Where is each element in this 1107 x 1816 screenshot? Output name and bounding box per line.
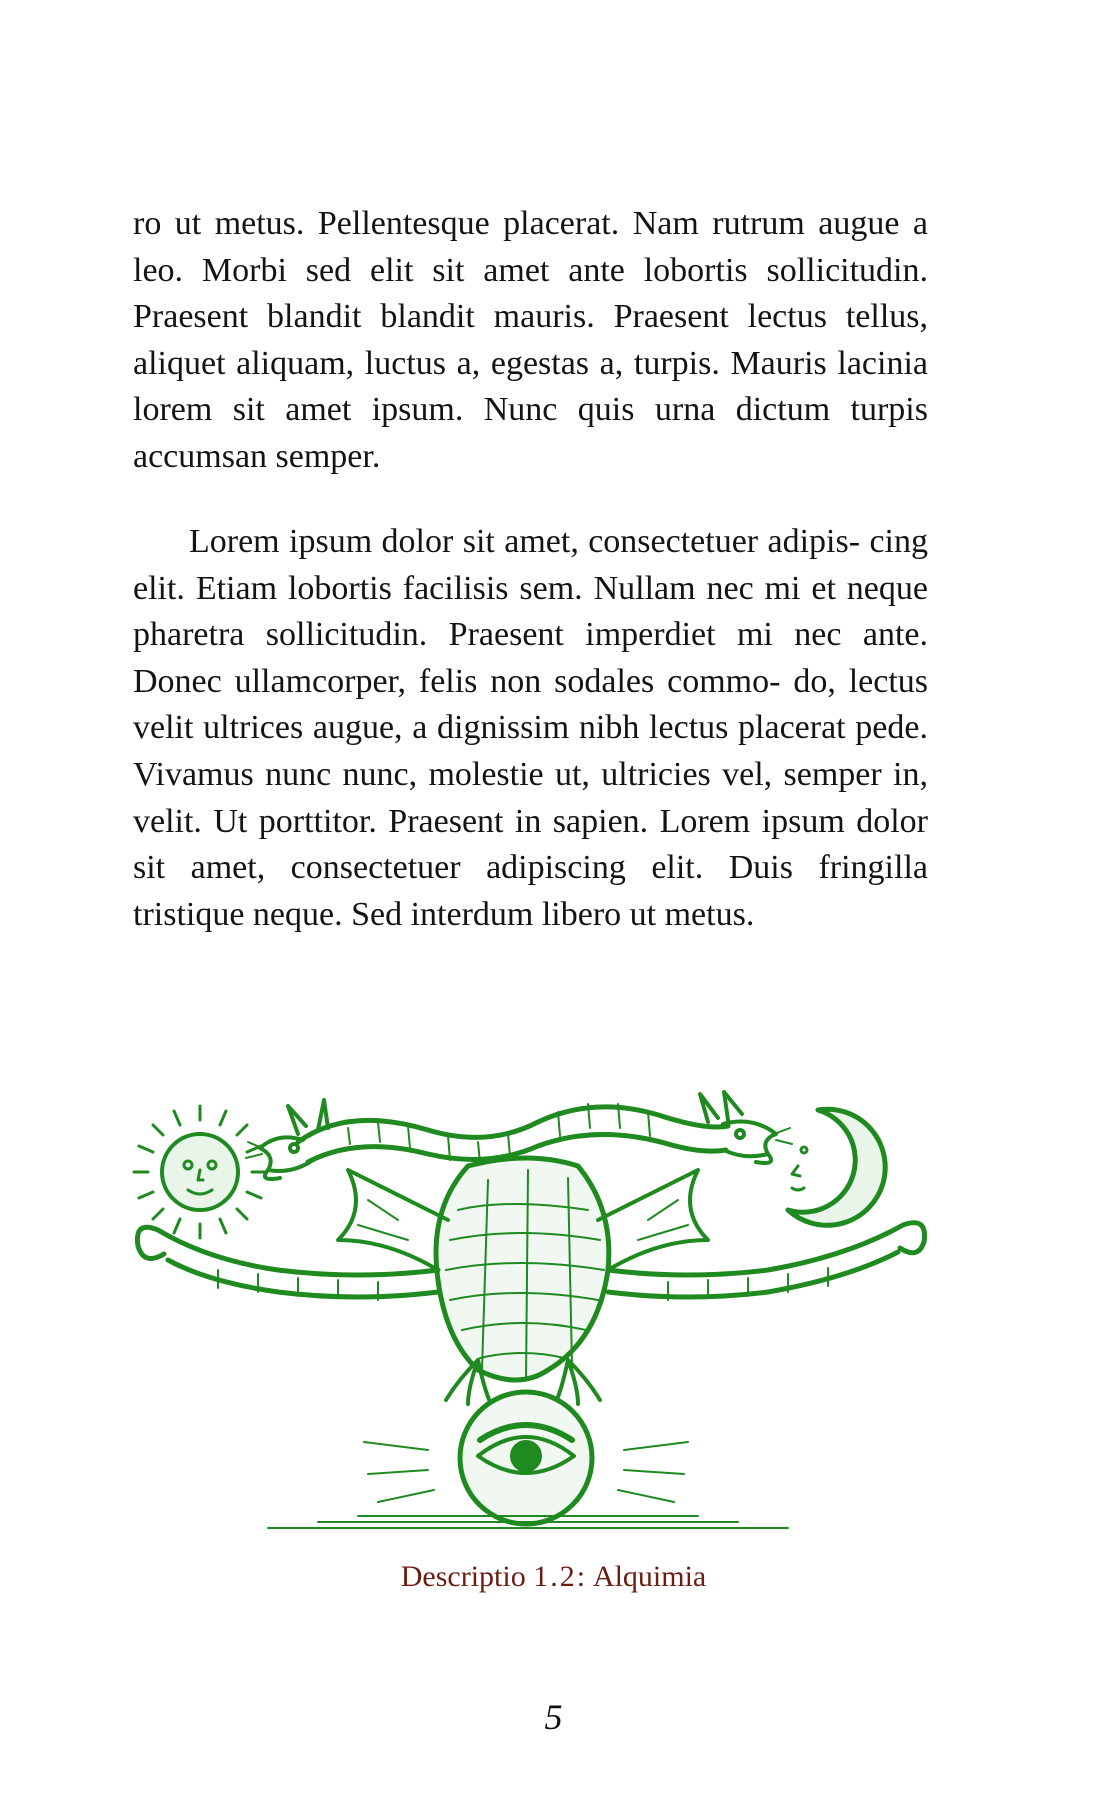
dragon-neck-icon xyxy=(298,1104,728,1162)
dragon-body-icon xyxy=(436,1158,609,1404)
caption-label: Descriptio xyxy=(400,1560,526,1593)
figure-caption xyxy=(0,1560,1107,1594)
sun-icon xyxy=(134,1106,266,1238)
alchemy-woodcut-illustration xyxy=(128,1070,938,1540)
moon-icon xyxy=(788,1109,885,1225)
caption-number: 1.2: xyxy=(533,1560,588,1593)
page-number: 5 xyxy=(544,1697,563,1737)
caption-title: Alquimia xyxy=(592,1560,707,1593)
left-dragon-head-icon xyxy=(246,1100,328,1179)
body-paragraph-1: ro ut metus. Pellentesque placerat. Nam rutrum augue a leo. Morbi sed elit sit amet ante lobortis sollicitudin. Praesent blandit blandit mauris. Praesent lectus tellus, aliquet aliquam, luctus a, egestas a, turpis. Mauris lacinia lorem sit amet ipsum. Nunc quis urna dictum turpis accumsan semper. xyxy=(133,205,928,475)
eye-globe-icon xyxy=(364,1392,688,1524)
body-paragraph-2: Lorem ipsum dolor sit amet, consectetuer adipis- cing elit. Etiam lobortis facilisis sem. Nullam nec mi et neque pharetra sollicitudin. Praesent imperdiet mi nec ante. Donec ullamcorper, felis non sodales commo- do, lectus velit ultrices augue, a dignissim nibh lectus placerat pede. Vivamus nunc nunc, molestie ut, ultricies vel, semper in, velit. Ut porttitor. Praesent in sapien. Lorem ipsum dolor sit amet, consectetuer adipiscing elit. Duis fringilla tristique neque. Sed interdum libero ut metus. xyxy=(133,523,928,933)
